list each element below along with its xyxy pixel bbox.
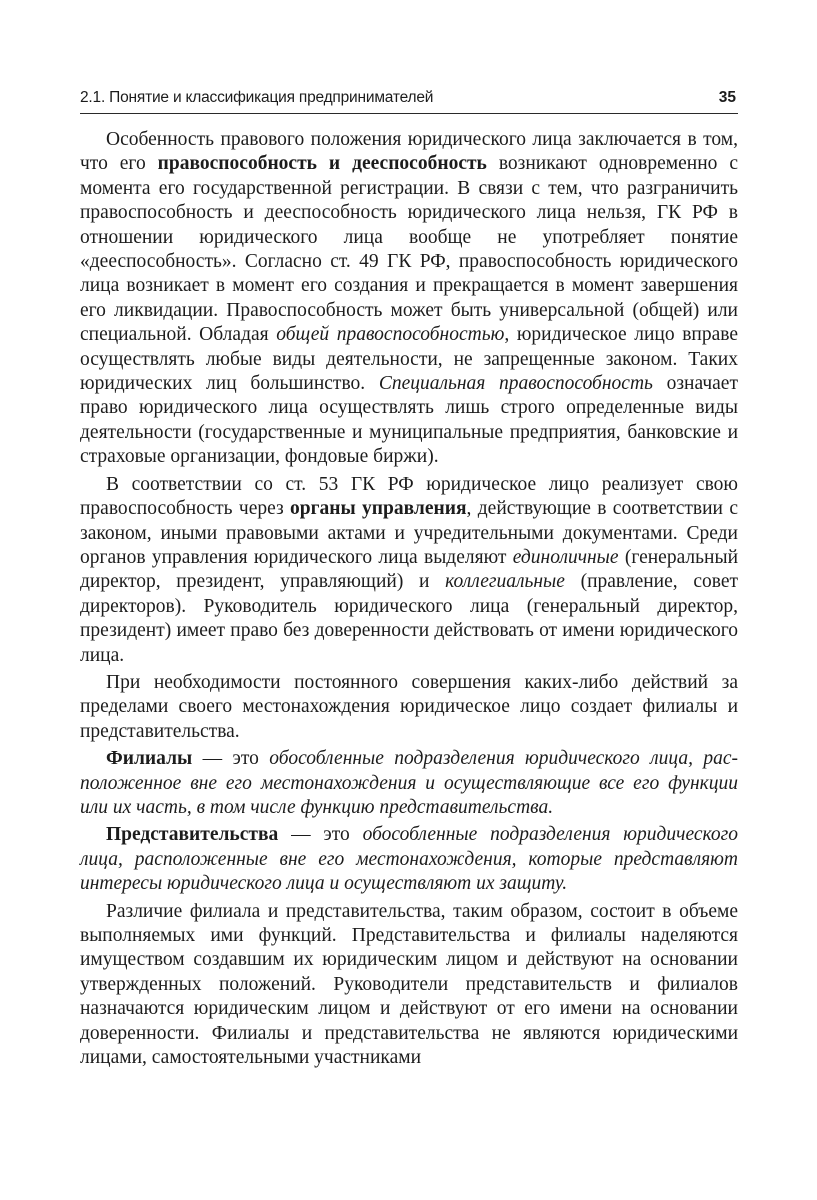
italic-term: коллегиальные	[445, 571, 565, 593]
paragraph-governing-bodies	[80, 473, 738, 668]
page-number: 35	[718, 89, 736, 106]
text-run: (правление, совет директоров). Руководитель юридического лица (генеральный директор, президент) имеет право без доверенности действовать от имени юридического лица.	[80, 571, 738, 666]
paragraph-branches-intro: При необходимости постоянного совершения каких-либо действий за пределами своего местонахождения юридическое лицо создает филиалы и представительства.	[80, 671, 738, 742]
text-run: — это	[192, 748, 270, 770]
text-run: означает право юридического лица осуществлять лишь строго определенные виды деятельности (государственные и муниципальные предприятия, банковские и страховые организации, фондовые биржи).	[80, 373, 738, 468]
text-run: , действующие в соответствии с законом, иными правовыми актами и учредительными документами. Среди органов управления юридического лица выделяют	[80, 498, 738, 568]
defined-term: Представительства	[106, 824, 279, 846]
definition-branches	[80, 747, 738, 820]
text-run: , юридическое лицо вправе осуществлять любые виды деятельности, не запрещенные законом. Таких юридических лиц большинство.	[80, 324, 738, 395]
text-run: (генеральный директор, президент, управляющий) и	[80, 546, 739, 593]
defined-term: Филиалы	[106, 748, 193, 770]
page-body	[80, 120, 738, 1073]
definition-text: обособленные подразделения юридического лица, расположенное вне его местонахождения и осуществляющие все его функции или их часть, в том числе функцию представительства.	[80, 748, 739, 818]
text-run: Особенность правового положения юридического лица заключается в том, что его	[80, 129, 738, 175]
bold-term: органы управления	[290, 498, 467, 520]
definition-text: обособленные подразделения юридического лица, расположенные вне его местонахождения, которые представляют интересы юридического лица и осуществляют их защиту.	[80, 824, 738, 895]
definition-representative-offices	[80, 823, 738, 896]
italic-term: Специальная правоспособность	[378, 373, 653, 395]
paragraph-legal-capacity	[80, 128, 738, 470]
text-run: возникают одновременно с момента его государственной регистрации. В связи с тем, что разграничить правоспособность и дееспособность юридического лица нельзя, ГК РФ в отношении юридического лица вообще не употребляет понятие «дееспособность». Согласно ст. 49 ГК РФ, правоспособность юридического лица возникает в момент его создания и прекращается в момент завершения его ликвидации. Правоспособность может быть универсальной (общей) или специальной. Обладая	[80, 153, 738, 346]
bold-term: правоспособность и дееспособность	[157, 153, 487, 175]
paragraph-difference: Различие филиала и представительства, таким образом, состоит в объеме выполняемых ими функций. Представительства и филиалы наделяются имуществом создавшим их юридическим лицом и действуют на основании утвержденных положений. Руководители представительств и филиалов назначаются юридическим лицом и действуют от его имени на основании доверенности. Филиалы и представительства не являются юридическими лицами, самостоятельными участниками	[80, 900, 738, 1069]
chapter-section-title: 2.1. Понятие и классификация предпринимателей	[80, 89, 434, 106]
italic-term: единоличные	[512, 546, 619, 568]
italic-term: общей правоспособностью	[276, 324, 505, 346]
text-run: — это	[278, 824, 363, 846]
running-header	[80, 83, 738, 114]
text-run: В соответствии со ст. 53 ГК РФ юридическое лицо реализует свою правоспособность через	[80, 473, 738, 520]
